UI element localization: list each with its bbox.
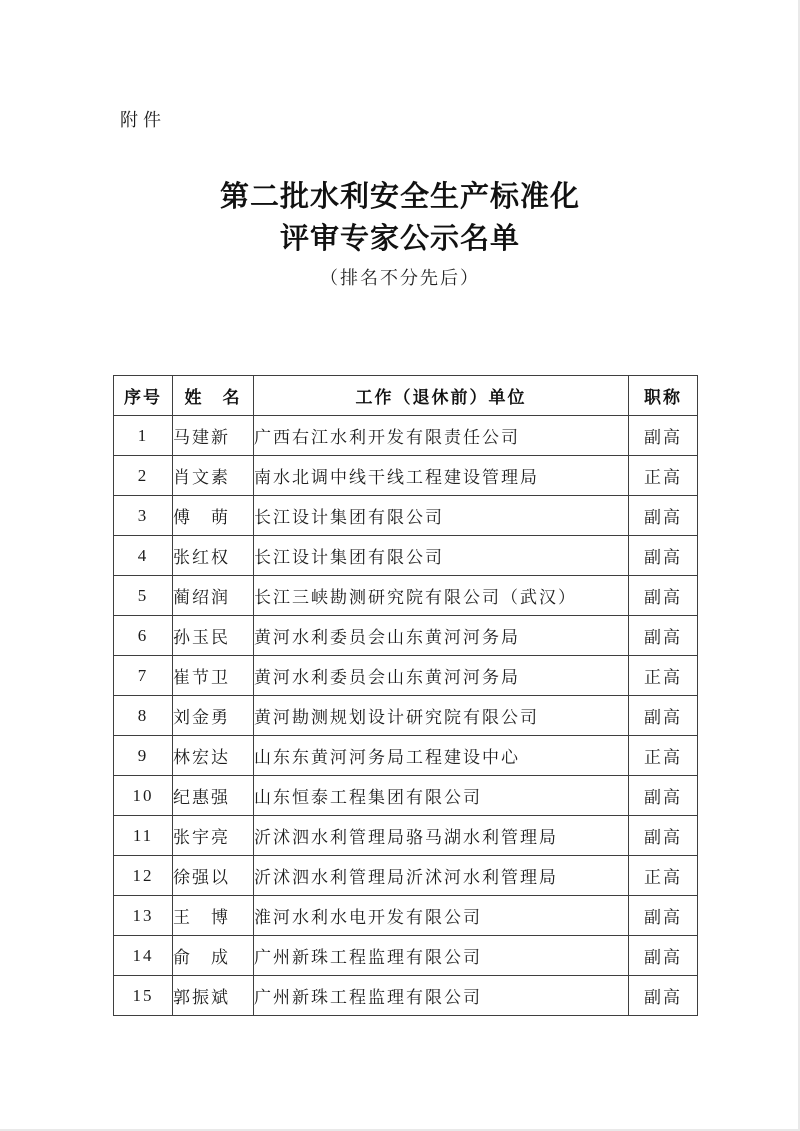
cell-title: 副高 (629, 976, 698, 1016)
cell-work-unit: 黄河水利委员会山东黄河河务局 (254, 616, 629, 656)
cell-work-unit: 沂沭泗水利管理局沂沭河水利管理局 (254, 856, 629, 896)
cell-serial-number: 2 (114, 456, 173, 496)
cell-title: 副高 (629, 576, 698, 616)
table-row (114, 576, 698, 616)
cell-work-unit: 南水北调中线干线工程建设管理局 (254, 456, 629, 496)
cell-work-unit: 广州新珠工程监理有限公司 (254, 976, 629, 1016)
cell-serial-number: 12 (114, 856, 173, 896)
table-row (114, 416, 698, 456)
table-row (114, 536, 698, 576)
table-row (114, 696, 698, 736)
cell-serial-number: 4 (114, 536, 173, 576)
cell-serial-number: 14 (114, 936, 173, 976)
cell-serial-number: 11 (114, 816, 173, 856)
cell-name: 孙玉民 (173, 616, 254, 656)
cell-work-unit: 黄河勘测规划设计研究院有限公司 (254, 696, 629, 736)
document-subtitle: （排名不分先后） (320, 268, 480, 288)
cell-serial-number: 13 (114, 896, 173, 936)
cell-title: 副高 (629, 536, 698, 576)
cell-serial-number: 6 (114, 616, 173, 656)
table-row (114, 856, 698, 896)
table-row (114, 896, 698, 936)
cell-title: 正高 (629, 856, 698, 896)
cell-name: 崔节卫 (173, 656, 254, 696)
cell-serial-number: 10 (114, 776, 173, 816)
cell-name: 纪惠强 (173, 776, 254, 816)
cell-work-unit: 山东东黄河河务局工程建设中心 (254, 736, 629, 776)
header-serial-number: 序号 (114, 376, 173, 416)
cell-title: 副高 (629, 696, 698, 736)
cell-work-unit: 长江设计集团有限公司 (254, 496, 629, 536)
cell-title: 副高 (629, 936, 698, 976)
cell-name: 王 博 (173, 896, 254, 936)
cell-title: 正高 (629, 456, 698, 496)
expert-roster-table (113, 375, 698, 1016)
cell-name: 蔺绍润 (173, 576, 254, 616)
cell-name: 马建新 (173, 416, 254, 456)
cell-work-unit: 广州新珠工程监理有限公司 (254, 936, 629, 976)
table-row (114, 496, 698, 536)
cell-serial-number: 7 (114, 656, 173, 696)
cell-title: 正高 (629, 736, 698, 776)
cell-name: 肖文素 (173, 456, 254, 496)
cell-work-unit: 山东恒泰工程集团有限公司 (254, 776, 629, 816)
cell-serial-number: 8 (114, 696, 173, 736)
cell-title: 副高 (629, 816, 698, 856)
cell-work-unit: 淮河水利水电开发有限公司 (254, 896, 629, 936)
header-title: 职称 (629, 376, 698, 416)
header-work-unit: 工作（退休前）单位 (254, 376, 629, 416)
cell-name: 徐强以 (173, 856, 254, 896)
cell-work-unit: 长江设计集团有限公司 (254, 536, 629, 576)
cell-serial-number: 1 (114, 416, 173, 456)
document-title (0, 176, 800, 260)
document-title-line2: 评审专家公示名单 (279, 223, 520, 255)
cell-title: 副高 (629, 776, 698, 816)
cell-title: 副高 (629, 416, 698, 456)
cell-serial-number: 15 (114, 976, 173, 1016)
cell-work-unit: 长江三峡勘测研究院有限公司（武汉） (254, 576, 629, 616)
cell-name: 俞 成 (173, 936, 254, 976)
table-row (114, 616, 698, 656)
cell-title: 副高 (629, 896, 698, 936)
cell-work-unit: 沂沭泗水利管理局骆马湖水利管理局 (254, 816, 629, 856)
cell-name: 张宇亮 (173, 816, 254, 856)
attachment-label: 附件 (120, 110, 166, 130)
table-row (114, 736, 698, 776)
table-row (114, 776, 698, 816)
cell-name: 刘金勇 (173, 696, 254, 736)
cell-name: 傅 萌 (173, 496, 254, 536)
cell-name: 林宏达 (173, 736, 254, 776)
table-row (114, 656, 698, 696)
table-header-row (114, 376, 698, 416)
cell-work-unit: 广西右江水利开发有限责任公司 (254, 416, 629, 456)
table-row (114, 976, 698, 1016)
table-row (114, 456, 698, 496)
cell-serial-number: 3 (114, 496, 173, 536)
cell-work-unit: 黄河水利委员会山东黄河河务局 (254, 656, 629, 696)
cell-title: 副高 (629, 616, 698, 656)
table-row (114, 816, 698, 856)
table-row (114, 936, 698, 976)
cell-name: 郭振斌 (173, 976, 254, 1016)
roster-table-container (113, 375, 698, 1016)
document-title-line1: 第二批水利安全生产标准化 (219, 181, 580, 213)
cell-title: 副高 (629, 496, 698, 536)
cell-name: 张红权 (173, 536, 254, 576)
cell-serial-number: 5 (114, 576, 173, 616)
header-name: 姓 名 (173, 376, 254, 416)
cell-title: 正高 (629, 656, 698, 696)
cell-serial-number: 9 (114, 736, 173, 776)
